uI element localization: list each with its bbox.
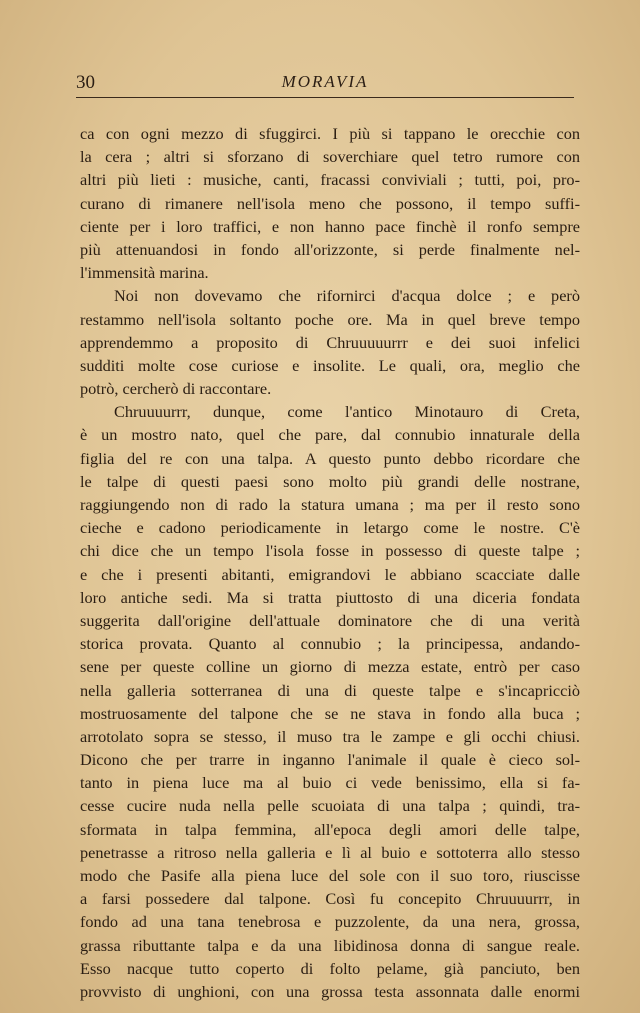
text-line: cesse cucire nuda nella pelle scuoiata di una talpa ; quindi, tra- bbox=[80, 796, 580, 816]
page-number: 30 bbox=[76, 72, 95, 93]
text-line: chi dice che un tempo l'isola fosse in possesso di queste talpe ; bbox=[80, 541, 580, 561]
text-line: loro antiche sedi. Ma si tratta piuttosto di una diceria fondata bbox=[80, 587, 580, 607]
text-line: a farsi possedere dal talpone. Così fu concepito Chruuuurrr, in bbox=[80, 889, 580, 909]
text-line: suggerita dall'origine dell'attuale dominatore che di una verità bbox=[80, 610, 580, 630]
text-line: Chruuuurrr, dunque, come l'antico Minotauro di Creta, bbox=[114, 402, 580, 422]
text-line: potrò, cercherò di raccontare. bbox=[80, 379, 272, 399]
text-line: figlia del re con una talpa. A questo punto debbo ricordare che bbox=[80, 448, 580, 468]
text-line: l'immensità marina. bbox=[80, 263, 209, 283]
text-line: sudditi molte cose curiose e insolite. Le quali, ora, meglio che bbox=[80, 355, 580, 375]
text-line: sene per queste colline un giorno di mezza estate, entrò per caso bbox=[80, 657, 580, 677]
text-line: storica provata. Quanto al connubio ; la principessa, andando- bbox=[80, 634, 580, 654]
text-line: più attenuandosi in fondo all'orizzonte, si perde finalmente nel- bbox=[80, 239, 580, 259]
text-line: provvisto di unghioni, con una grossa testa assonnata dalle enormi bbox=[80, 981, 580, 1001]
text-line: altri più lieti : musiche, canti, fracassi conviviali ; tutti, poi, pro- bbox=[80, 170, 580, 190]
text-line: restammo nell'isola soltanto poche ore. Ma in quel breve tempo bbox=[80, 309, 580, 329]
text-line: fondo ad una tana tenebrosa e puzzolente, da una nera, grossa, bbox=[80, 912, 580, 932]
text-line: penetrasse a ritroso nella galleria e lì al buio e sottoterra allo stesso bbox=[80, 842, 580, 862]
text-line: tanto in piena luce ma al buio ci vede benissimo, ella si fa- bbox=[80, 773, 580, 793]
text-line: è un mostro nato, quel che pare, dal connubio innaturale della bbox=[80, 425, 580, 445]
text-line: Esso nacque tutto coperto di folto pelame, già panciuto, ben bbox=[80, 958, 580, 978]
text-line: arrotolato sopra se stesso, il muso tra le zampe e gli occhi chiusi. bbox=[80, 726, 580, 746]
text-line: Noi non dovevamo che rifornirci d'acqua dolce ; e però bbox=[114, 286, 580, 306]
text-line: mostruosamente del talpone che se ne stava in fondo alla buca ; bbox=[80, 703, 580, 723]
text-line: raggiungendo non di rado la statura umana ; ma per il resto sono bbox=[80, 495, 580, 514]
text-line: modo che Pasife alla piena luce del sole con il suo toro, riuscisse bbox=[80, 866, 580, 885]
text-line: apprendemmo a proposito di Chruuuuurrr e dei suoi infelici bbox=[80, 332, 580, 352]
body-text bbox=[80, 122, 580, 1003]
text-line: la cera ; altri si sforzano di soverchiare quel tetro rumore con bbox=[80, 147, 580, 167]
text-line: grassa ributtante talpa e da una libidinosa donna di sangue reale. bbox=[80, 935, 580, 955]
running-title: MORAVIA bbox=[281, 72, 369, 91]
text-line: nella galleria sotterranea di una di queste talpe e s'incapricciò bbox=[80, 680, 580, 700]
text-line: cieche e cadono periodicamente in letargo come le nostre. C'è bbox=[80, 518, 580, 538]
text-line: Dicono che per trarre in inganno l'animale il quale è cieco sol- bbox=[80, 750, 580, 770]
header-rule bbox=[76, 97, 574, 98]
page-header bbox=[76, 70, 574, 98]
text-line: ciente per i loro traffici, e non hanno pace finchè il ronfo sempre bbox=[80, 216, 580, 236]
text-line: curano di rimanere nell'isola meno che possono, il tempo suffi- bbox=[80, 193, 580, 213]
text-line: le talpe di questi paesi sono molto più grandi delle nostrane, bbox=[80, 471, 580, 491]
text-line: ca con ogni mezzo di sfuggirci. I più si tappano le orecchie con bbox=[80, 124, 580, 143]
text-line: e che i presenti abitanti, emigrandovi le abbiano scacciate dalle bbox=[80, 564, 580, 584]
text-line: sformata in talpa femmina, all'epoca degli amori delle talpe, bbox=[80, 819, 580, 839]
